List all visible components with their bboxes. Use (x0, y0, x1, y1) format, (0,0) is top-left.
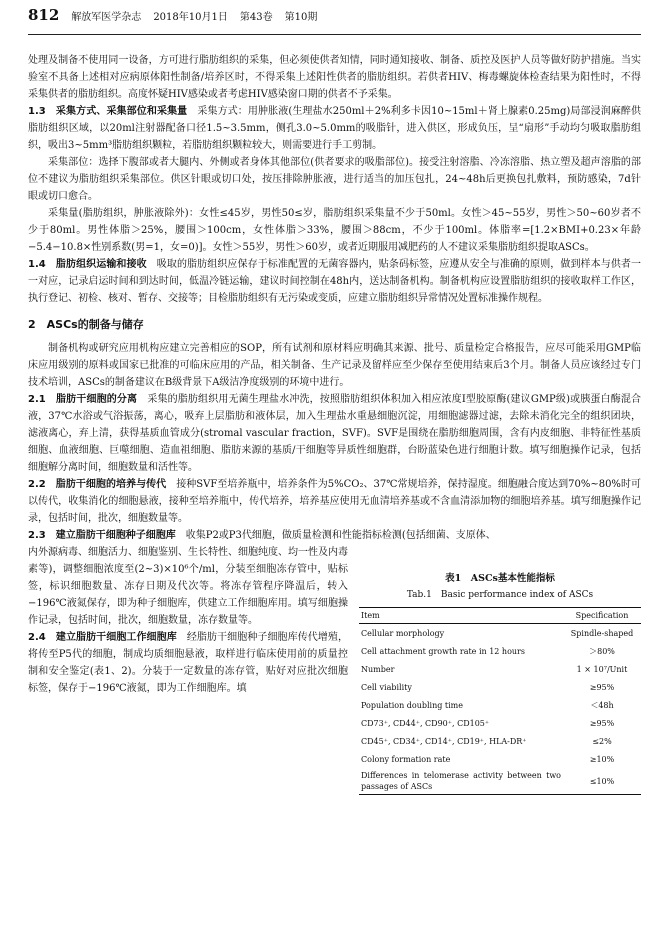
table-cell-item: Cellular morphology (361, 628, 445, 638)
paragraph-text: 采集方式：用肿胀液(生理盐水250ml＋2%利多卡因10~15ml＋肾上腺素0.25mg)局部浸润麻醉供脂肪组织区域，以20ml注射器配备口径1.5~3.5mm，侧孔3.0~5.0mm的吸脂针，进入供区，形成负压，呈“扇形”手动均匀吸取脂肪组织，吸出3~5mm³脂肪组织颗粒，若脂肪组织颗粒较大，则需要进行手工剪制。 (28, 106, 642, 151)
table-cell-item: Cell viability (361, 682, 412, 692)
table-cell-spec: ＜48h (590, 700, 614, 710)
subsection-heading: 2.4 建立脂肪干细胞工作细胞库 (28, 632, 177, 643)
subsection-heading: 2.1 脂肪干细胞的分离 (28, 394, 138, 405)
table-cell-spec: ≥95% (589, 718, 615, 728)
journal-name: 解放军医学杂志 (71, 12, 142, 23)
paragraph-text: 采集的脂肪组织用无菌生理盐水冲洗，按照脂肪组织体积加入相应浓度Ⅰ型胶原酶(建议GMP级)或胰蛋白酶混合液，37℃水浴或气浴振荡，离心，吸弃上层脂肪和液体层，加入生理盐水重悬细胞沉淀，用细胞滤器过滤，去除未消化完全的组织团块，滤液离心，弃上清，获得基质血管成分(stromal vascular fraction，SVF)。SVF是围绕在脂肪细胞周围，含有内皮细胞、非特征性基质细胞、血液细胞、巨噬细胞、造血祖细胞、脂肪来源的基质/干细胞等异质性细胞群，台盼蓝染色进行细胞计数。填写细胞操作记录，包括细胞解分离时间，细胞数量和活性等。 (28, 394, 641, 473)
column-header-item: Item (361, 611, 380, 620)
paragraph: 内外源病毒、细胞活力、细胞鉴别、生长特性、细胞纯度、均一性及内毒素等)，调整细胞浓度至(2~3)×10⁶个/ml，分装至细胞冻存管中，贴标签，标识细胞数量、冻存日期及代次等。将冻存管程序降温后，转入−196℃液氮保存，即为种子细胞库，供建立工作细胞库用。填写细胞操作记录，包括时间，批次，细胞数量，冻存数量等。 (28, 547, 348, 626)
table-cell-spec: ≤10% (589, 776, 615, 786)
table-cell-spec: ≥10% (589, 754, 615, 764)
table-1 (359, 544, 641, 795)
table-cell-spec: 1 × 10⁷/Unit (576, 664, 628, 674)
paragraph: 处理及制备不使用同一设备，方可进行脂肪组织的采集，但必须使供者知情，同时通知接收、制备、质控及医护人员等做好防护措施。当实验室不具备上述相对应病原体阳性制备/培养区时，不得采集上述阳性供者的脂肪组织。若供者HIV、梅毒螺旋体检查结果为阳性时，不得采集供者的脂肪组织。高度怀疑HIV感染或者考虑HIV感染窗口期的供者不予采集。 (28, 55, 641, 100)
left-column (28, 544, 348, 795)
subsection-heading: 2.2 脂肪干细胞的培养与传代 (28, 479, 167, 490)
performance-table (359, 607, 641, 795)
issue-number: 第10期 (284, 12, 318, 23)
subsection-1-3 (28, 103, 641, 154)
table-cell-spec: Spindle-shaped (570, 628, 634, 638)
table-row (359, 624, 641, 643)
subsection-2-4 (28, 629, 348, 697)
table-cell-item: Differences in telomerase activity between two passages of ASCs (361, 771, 561, 791)
subsection-2-2 (28, 476, 641, 527)
table-cell-item: Colony formation rate (361, 754, 451, 764)
paragraph-text: 收集P2或P3代细胞，做质量检测和性能指标检测(包括细菌、支原体、 (175, 530, 496, 541)
table-row (359, 678, 641, 696)
table-cell-item: Number (361, 664, 395, 674)
table-row (359, 696, 641, 714)
subsection-heading: 2.3 建立脂肪干细胞种子细胞库 (28, 530, 176, 541)
two-column-block (28, 544, 641, 795)
table-row (359, 768, 641, 795)
paragraph-text: 吸取的脂肪组织应保存于标准配置的无菌容器内，贴条码标签，应遵从安全与准确的原则，做到样本与供者一一对应，记录启运时间和到达时间，低温冷链运输，建议时间控制在48h内，送达制备机构。制备机构应设置脂肪组织的接收取样工作区，执行登记、初检、核对、暂存、交接等；目检脂肪组织有无污染或变质，应建立脂肪组织异常情况处置标准操作规程。 (28, 259, 641, 304)
column-header-specification: Specification (575, 611, 629, 620)
subsection-2-3 (28, 527, 641, 544)
table-cell-item: Population doubling time (361, 700, 463, 710)
paragraph: 采集部位：选择下腹部或者大腿内、外侧或者身体其他部位(供者要求的吸脂部位)。接受注射溶脂、冷冻溶脂、热立塑及超声溶脂的部位不建议为脂肪组织采集部位。供区针眼或切口处，按压排除肿胀液，进行适当的加压包扎，24~48h后更换包扎敷料，预防感染，7d针眼或切口愈合。 (28, 157, 641, 202)
paragraph-text: 经脂肪干细胞种子细胞库传代增殖，将传至P5代的细胞，制成均质细胞悬液，取样进行临床使用前的质量控制和安全鉴定(表1、2)。分装于一定数量的冻存管，贴好对应批次细胞标签，保存于−196℃液氮，即为工作细胞库。填 (28, 632, 348, 694)
volume-number: 第43卷 (239, 12, 273, 23)
paragraph: 制备机构或研究应用机构应建立完善相应的SOP，所有试剂和原材料应明确其来源、批号、质量检定合格报告，应尽可能采用GMP临床应用级别的原料或国家已批准的可临床应用的产品，相关制备、生产记录及留样应至少保存至使用结束后3个月。制备人员应该经过专门技术培训，ASCs的制备建议在B级背景下A级洁净度级别的环境中进行。 (28, 343, 641, 388)
article-body (28, 52, 641, 795)
subsection-1-4 (28, 256, 641, 307)
table-row (359, 714, 641, 732)
table-cell-item: CD73⁺, CD44⁺, CD90⁺, CD105⁺ (361, 718, 490, 728)
table-title-en: Tab.1 Basic performance index of ASCs (406, 590, 594, 600)
subsection-2-1 (28, 391, 641, 476)
table-row (359, 750, 641, 768)
table-header-row (359, 608, 641, 624)
table-cell-spec: ≤2% (592, 736, 612, 746)
paragraph: 采集量(脂肪组织，肿胀液除外)：女性≤45岁，男性50≤岁，脂肪组织采集量不少于50ml。女性＞45~55岁，男性＞50~60岁者不少于80ml。男性体脂＞25%，腰围＞100cm，女性体脂＞33%，腰围＞88cm，不少于100ml。体脂率=[1.2×BMI+0.23×年龄−5.4−10.8×性别系数(男=1，女=0)]。女性＞55岁，男性＞60岁，或者近期服用减肥药的人不建议采集脂肪组织提取ASCs。 (28, 208, 641, 253)
page-number: 812 (28, 6, 60, 24)
table-row (359, 642, 641, 660)
table-cell-item: Cell attachment growth rate in 12 hours (361, 646, 525, 656)
issue-date: 2018年10月1日 (153, 12, 228, 23)
subsection-heading: 1.3 采集方式、采集部位和采集量 (28, 106, 188, 117)
table-cell-spec: ≥95% (589, 682, 615, 692)
section-2-title: 2 ASCs的制备与储存 (28, 318, 144, 331)
paragraph-text: 接种SVF至培养瓶中，培养条件为5%CO₂、37℃常规培养，保持湿度。细胞融合度达到70%~80%时可以传代，收集消化的细胞悬液，接种至培养瓶中，传代培养，培养基应使用无血清培养基或不含血清添加物的细胞培养基。填写细胞操作记录，包括时间，批次，细胞数量等。 (28, 479, 642, 524)
table-row (359, 732, 641, 750)
table-cell-item: CD45⁺, CD34⁺, CD14⁺, CD19⁺, HLA-DR⁺ (361, 736, 527, 746)
table-cell-spec: ＞80% (589, 646, 615, 656)
running-header (28, 6, 641, 35)
table-row (359, 660, 641, 678)
table-title-cn: 表1 ASCs基本性能指标 (445, 573, 555, 584)
subsection-heading: 1.4 脂肪组织运输和接收 (28, 259, 147, 270)
